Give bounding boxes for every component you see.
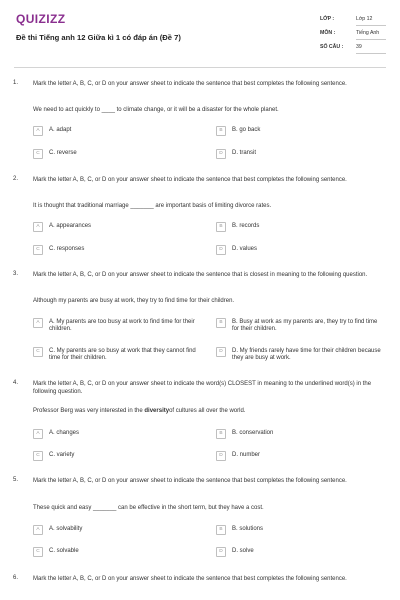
option-text: B. go back: [232, 126, 261, 133]
question-number: 4.: [13, 380, 19, 386]
option-text: D. solve: [232, 547, 254, 554]
option-text: A. solvability: [49, 525, 83, 532]
option-text: B. Busy at work as my parents are, they try to find time for their children.: [232, 318, 378, 333]
option-letter-box: A: [33, 126, 43, 136]
answer-option-a[interactable]: [33, 429, 198, 439]
option-text: D. values: [232, 245, 258, 252]
question-stem: Although my parents are busy at work, they try to find time for their children.: [33, 298, 235, 304]
option-text: B. solutions: [232, 525, 264, 532]
option-letter-box: B: [216, 126, 226, 136]
question-stem: We need to act quickly to ____ to climate change, or it will be a disaster for the whole planet.: [33, 107, 279, 113]
question-prompt: Mark the letter A, B, C, or D on your answer sheet to indicate the sentence that best completes the following sentence.: [33, 576, 347, 582]
question-number: 3.: [13, 271, 19, 277]
worksheet-header: [0, 0, 400, 70]
option-letter-box: D: [216, 245, 226, 255]
option-letter-box: B: [216, 318, 226, 328]
answer-option-a[interactable]: [33, 318, 198, 334]
option-text: B. conservation: [232, 429, 274, 436]
question-number: 1.: [13, 80, 19, 86]
answer-option-c[interactable]: [33, 451, 198, 461]
option-text: A. changes: [49, 429, 80, 436]
answer-option-a[interactable]: [33, 126, 198, 136]
answer-option-a[interactable]: [33, 222, 198, 232]
answer-option-c[interactable]: [33, 547, 198, 557]
option-letter-box: D: [216, 451, 226, 461]
option-letter-box: B: [216, 222, 226, 232]
meta-value: Tiếng Anh: [356, 29, 386, 40]
answer-option-b[interactable]: [216, 222, 381, 232]
option-letter-box: C: [33, 347, 43, 357]
option-letter-box: D: [216, 547, 226, 557]
question-stem: These quick and easy _______ can be effective in the short term, but they have a cost.: [33, 505, 264, 511]
header-divider: [14, 67, 386, 68]
option-text: C. solvable: [49, 547, 79, 554]
question-number: 5.: [13, 477, 19, 483]
question-stem: It is thought that traditional marriage _______ are important basis of limiting divorce rates.: [33, 203, 272, 209]
answer-option-c[interactable]: [33, 245, 198, 255]
option-text: A. My parents are too busy at work to find time for their children.: [49, 318, 195, 333]
meta-row-question-count: [320, 43, 400, 54]
quizizz-logo: QUIZIZZ: [16, 12, 66, 26]
stem-keyword: diversity: [144, 408, 170, 414]
meta-row-subject: [320, 29, 400, 40]
option-text: D. My friends rarely have time for their children because they are busy at work.: [232, 347, 381, 362]
option-letter-box: C: [33, 547, 43, 557]
option-text: A. appearances: [49, 222, 92, 229]
answer-option-d[interactable]: [216, 149, 381, 159]
option-text: B. records: [232, 222, 260, 229]
question-prompt: Mark the letter A, B, C, or D on your answer sheet to indicate the word(s) CLOSEST in meaning to the underlined word(s) in the following question.: [33, 381, 372, 396]
meta-label: MÔN :: [320, 30, 336, 36]
worksheet-title: Đề thi Tiếng anh 12 Giữa kì 1 có đáp án (Đề 7): [16, 33, 181, 42]
meta-value: Lớp 12: [356, 15, 386, 26]
option-text: C. reverse: [49, 149, 77, 156]
stem-text: Professor Berg was very interested in the: [33, 408, 145, 414]
meta-label: LỚP :: [320, 16, 335, 22]
question-prompt: Mark the letter A, B, C, or D on your answer sheet to indicate the sentence that best completes the following sentence.: [33, 177, 347, 183]
option-text: C. variety: [49, 451, 75, 458]
question-prompt: Mark the letter A, B, C, or D on your answer sheet to indicate the sentence that best completes the following sentence.: [33, 478, 347, 484]
question-stem: [33, 407, 378, 415]
option-letter-box: A: [33, 318, 43, 328]
answer-option-d[interactable]: [216, 451, 381, 461]
option-letter-box: C: [33, 451, 43, 461]
worksheet-meta: [320, 15, 400, 57]
option-letter-box: C: [33, 245, 43, 255]
answer-option-c[interactable]: [33, 149, 198, 159]
option-text: D. transit: [232, 149, 257, 156]
answer-option-b[interactable]: [216, 318, 381, 334]
option-text: C. responses: [49, 245, 85, 252]
meta-label: SỐ CÂU :: [320, 44, 344, 50]
question-prompt: Mark the letter A, B, C, or D on your answer sheet to indicate the sentence that best completes the following sentence.: [33, 81, 347, 87]
option-letter-box: B: [216, 429, 226, 439]
answer-option-b[interactable]: [216, 126, 381, 136]
stem-text: of cultures all over the world.: [169, 408, 246, 414]
meta-row-grade: [320, 15, 400, 26]
answer-option-b[interactable]: [216, 525, 381, 535]
meta-value: 39: [356, 43, 386, 54]
option-letter-box: A: [33, 525, 43, 535]
option-letter-box: B: [216, 525, 226, 535]
answer-option-d[interactable]: [216, 347, 381, 363]
answer-option-a[interactable]: [33, 525, 198, 535]
question-number: 6.: [13, 575, 19, 581]
question-prompt: Mark the letter A, B, C, or D on your answer sheet to indicate the sentence that is closest in meaning to the following question.: [33, 272, 368, 278]
option-letter-box: D: [216, 149, 226, 159]
answer-option-b[interactable]: [216, 429, 381, 439]
option-letter-box: C: [33, 149, 43, 159]
option-letter-box: D: [216, 347, 226, 357]
option-text: C. My parents are so busy at work that they cannot find time for their children.: [49, 347, 196, 362]
option-letter-box: A: [33, 429, 43, 439]
option-letter-box: A: [33, 222, 43, 232]
option-text: A. adapt: [49, 126, 72, 133]
answer-option-d[interactable]: [216, 245, 381, 255]
question-number: 2.: [13, 176, 19, 182]
option-text: D. number: [232, 451, 261, 458]
answer-option-d[interactable]: [216, 547, 381, 557]
answer-option-c[interactable]: [33, 347, 198, 363]
